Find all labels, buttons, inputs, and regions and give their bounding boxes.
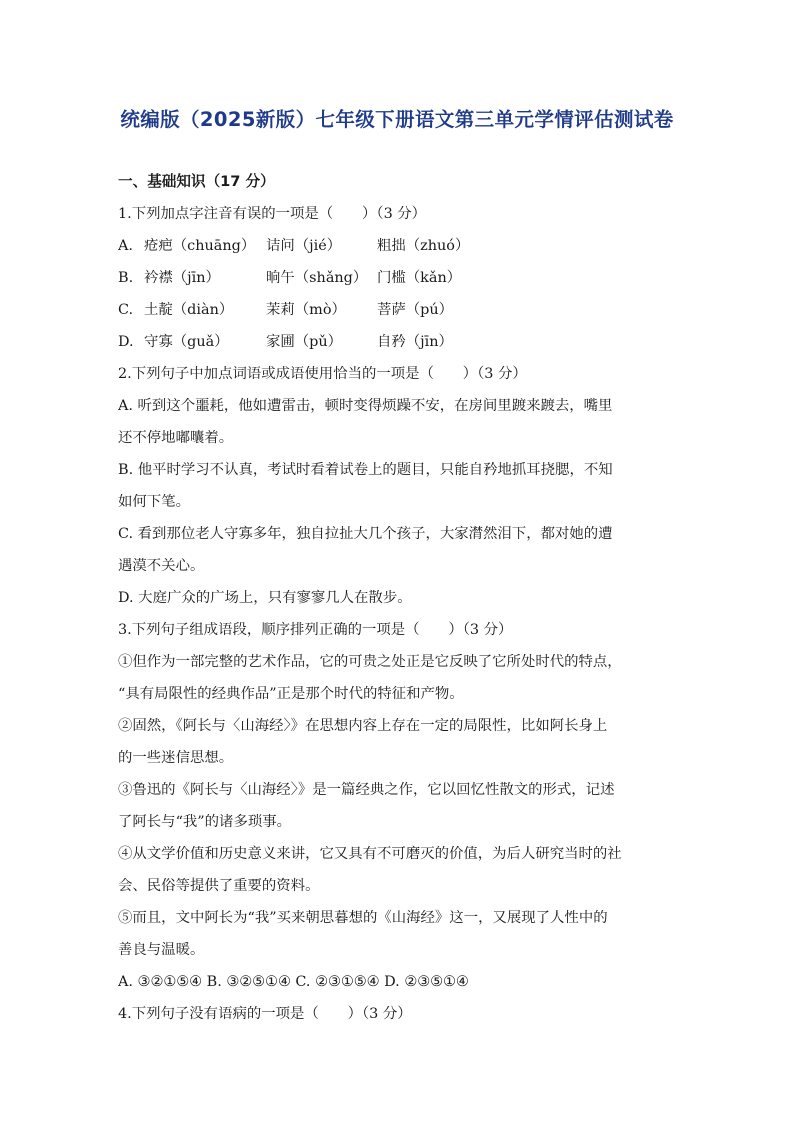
option-item: 家圃（pǔ） <box>266 334 343 350</box>
option-item: 茉莉（mò） <box>266 302 346 318</box>
option-item: 自矜（jīn） <box>377 334 453 350</box>
option-item: 门槛（kǎn） <box>377 270 462 286</box>
question-3-line: 会、民俗等提供了重要的资料。 <box>118 878 320 894</box>
question-1-option-d <box>118 326 678 358</box>
question-3-line: ③鲁迅的《阿长与〈山海经〉》是一篇经典之作，它以回忆性散文的形式，记述 <box>118 782 615 798</box>
question-1-stem: 1.下列加点字注音有误的一项是（ ）（3 分） <box>118 206 427 222</box>
question-1-option-b <box>118 262 678 294</box>
question-2-line: D. 大庭广众的广场上，只有寥寥几人在散步。 <box>118 590 412 606</box>
question-2-line: 还不停地嘟囔着。 <box>118 430 234 446</box>
question-4-stem: 4.下列句子没有语病的一项是（ ）（3 分） <box>118 1006 412 1022</box>
question-3-line: “具有局限性的经典作品”正是那个时代的特征和产物。 <box>118 686 464 702</box>
question-3-line: 善良与温暖。 <box>118 942 205 958</box>
option-letter: B. <box>118 270 134 286</box>
question-1-option-c <box>118 294 678 326</box>
option-item: 粗拙（zhuó） <box>377 238 470 254</box>
question-3-answer-options: A. ③②①⑤④ B. ③②⑤①④ C. ②③①⑤④ D. ②③⑤①④ <box>118 974 469 990</box>
question-3-line: ④从文学价值和历史意义来讲，它又具有不可磨灭的价值，为后人研究当时的社 <box>118 846 622 862</box>
section-heading: 一、基础知识（17 分） <box>118 173 275 190</box>
option-item: 诘问（jié） <box>266 238 342 254</box>
question-2-line: 如何下笔。 <box>118 494 190 510</box>
question-3-line: 了阿长与“我”的诸多琐事。 <box>118 814 292 830</box>
question-1-option-a <box>118 230 678 262</box>
question-3-line: ⑤而且，文中阿长为“我”买来朝思暮想的《山海经》这一，又展现了人性中的 <box>118 910 608 926</box>
question-2-line: 遇漠不关心。 <box>118 558 205 574</box>
question-2-line: A. 听到这个噩耗，他如遭雷击，顿时变得烦躁不安，在房间里踱来踱去，嘴里 <box>118 398 613 414</box>
option-item: 守寡（guǎ） <box>144 334 229 350</box>
option-item: 疮疤（chuāng） <box>144 238 256 254</box>
option-letter: D. <box>118 334 134 350</box>
question-3-line: 的一些迷信思想。 <box>118 750 234 766</box>
option-item: 晌午（shǎng） <box>266 270 368 286</box>
option-item: 土靛（diàn） <box>144 302 234 318</box>
question-3-line: ②固然，《阿长与〈山海经〉》在思想内容上存在一定的局限性，比如阿长身上 <box>118 718 608 734</box>
question-2-stem: 2.下列句子中加点词语或成语使用恰当的一项是（ ）（3 分） <box>118 366 527 382</box>
exam-content <box>118 166 678 1030</box>
option-item: 衿襟（jīn） <box>144 270 220 286</box>
option-item: 菩萨（pú） <box>377 302 454 318</box>
question-2-line: B. 他平时学习不认真，考试时看着试卷上的题目，只能自矜地抓耳挠腮，不知 <box>118 462 613 478</box>
option-letter: C. <box>118 302 134 318</box>
option-letter: A. <box>118 238 133 254</box>
question-2-line: C. 看到那位老人守寡多年，独自拉扯大几个孩子，大家潸然泪下，都对她的遭 <box>118 526 613 542</box>
question-3-stem: 3.下列句子组成语段，顺序排列正确的一项是（ ）（3 分） <box>118 622 513 638</box>
question-3-line: ①但作为一部完整的艺术作品，它的可贵之处正是它反映了它所处时代的特点， <box>118 654 622 670</box>
page-title: 统编版（2025新版）七年级下册语文第三单元学情评估测试卷 <box>120 108 674 131</box>
